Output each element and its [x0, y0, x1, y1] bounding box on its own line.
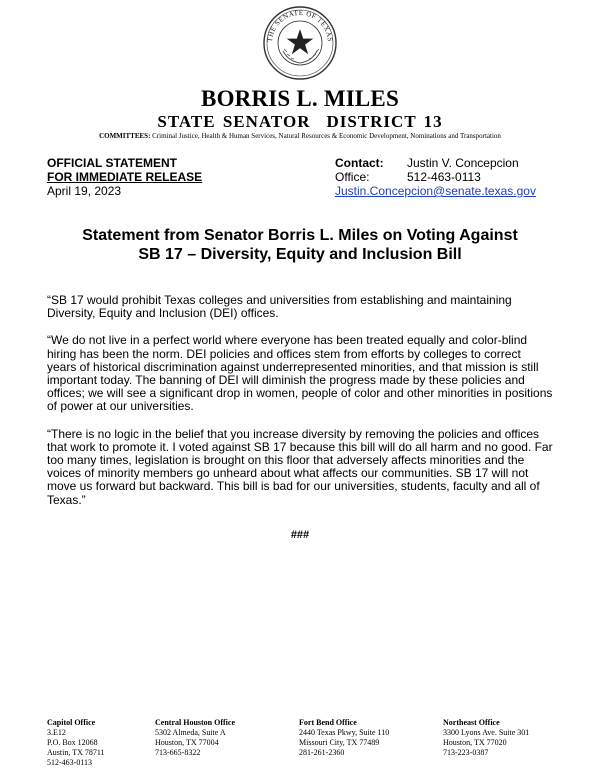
office-label: Office: — [335, 170, 370, 184]
contact-info — [335, 156, 536, 198]
contact-label: Contact: — [335, 156, 384, 170]
release-date: April 19, 2023 — [47, 184, 122, 198]
office-line: Houston, TX 77020 — [443, 738, 507, 747]
office-line: Missouri City, TX 77489 — [299, 738, 380, 747]
office-line: 512-463-0113 — [47, 758, 93, 767]
office-line: P.O. Box 12068 — [47, 738, 98, 747]
office-line: 3.E12 — [47, 728, 66, 737]
committees-label: COMMITTEES: — [99, 132, 151, 140]
office-line: Houston, TX 77004 — [155, 738, 219, 747]
end-mark: ### — [290, 529, 310, 541]
senator-title — [0, 112, 600, 132]
office-name: Capitol Office — [47, 718, 96, 727]
email-row — [335, 184, 536, 198]
office-name: Fort Bend Office — [299, 718, 357, 727]
release-info — [47, 156, 202, 198]
office-central-houston — [155, 718, 235, 758]
statement-body — [47, 294, 553, 521]
statement-headline — [40, 226, 560, 264]
senator-name: BORRIS L. MILES — [201, 86, 399, 111]
office-line: Austin, TX 78711 — [47, 748, 105, 757]
office-northeast — [443, 718, 529, 758]
office-name: Northeast Office — [443, 718, 500, 727]
seal-text: THE SENATE OF TEXAS — [265, 8, 335, 43]
immediate-release-label: FOR IMMEDIATE RELEASE — [47, 170, 203, 184]
headline-line-2: SB 17 – Diversity, Equity and Inclusion Bill — [138, 246, 462, 263]
office-capitol — [47, 718, 105, 768]
title-state-senator: STATE SENATOR — [157, 112, 311, 131]
office-fort-bend — [299, 718, 389, 758]
office-line: 713-665-8322 — [155, 748, 201, 757]
title-district: DISTRICT 13 — [326, 112, 443, 131]
body-paragraph: “SB 17 would prohibit Texas colleges and universities from establishing and maintaining Diversity, Equity and Inclusion (DEI) offices. — [47, 293, 512, 321]
office-line: 5302 Almeda, Suite A — [155, 728, 226, 737]
office-line: 281-261-2360 — [299, 748, 345, 757]
committees-line — [0, 132, 600, 141]
senate-seal-icon — [262, 5, 338, 81]
contact-email-link[interactable]: Justin.Concepcion@senate.texas.gov — [335, 184, 536, 198]
official-statement-label: OFFICIAL STATEMENT — [47, 156, 177, 170]
office-name: Central Houston Office — [155, 718, 235, 727]
body-paragraph: “We do not live in a perfect world where everyone has been treated equally and color-blind hiring has been the norm. DEI policies and offices stem from efforts by colleges to correct years of historical discrimination against underrepresented minorities, and that mission is still important today. The banning of DEI will diminish the progress made by these policies and offices; we will see a significant drop in women, people of color and other minorities in positions of power at our universities. — [47, 333, 553, 414]
committees-list: Criminal Justice, Health & Human Services, Natural Resources & Economic Development, Nominations and Transportation — [152, 132, 501, 140]
contact-name: Justin V. Concepcion — [407, 156, 519, 170]
office-line: 3300 Lyons Ave. Suite 301 — [443, 728, 530, 737]
headline-line-1: Statement from Senator Borris L. Miles on Voting Against — [82, 227, 518, 244]
body-paragraph: “There is no logic in the belief that you increase diversity by removing the policies and offices that work to promote it. I voted against SB 17 because this bill will do all harm and no good. Far too many times, legislation is brought on this floor that adversely affects minorities and the voices of minority members go unheard about what affects our communities. SB 17 will not move us forward but backward. This bill is bad for our universities, students, faculty and all of Texas.” — [47, 426, 553, 507]
office-phone: 512-463-0113 — [407, 170, 481, 184]
office-row — [335, 170, 536, 184]
office-line: 2440 Texas Pkwy, Suite 110 — [299, 728, 390, 737]
contact-row — [335, 156, 536, 170]
office-line: 713-223-0387 — [443, 748, 489, 757]
